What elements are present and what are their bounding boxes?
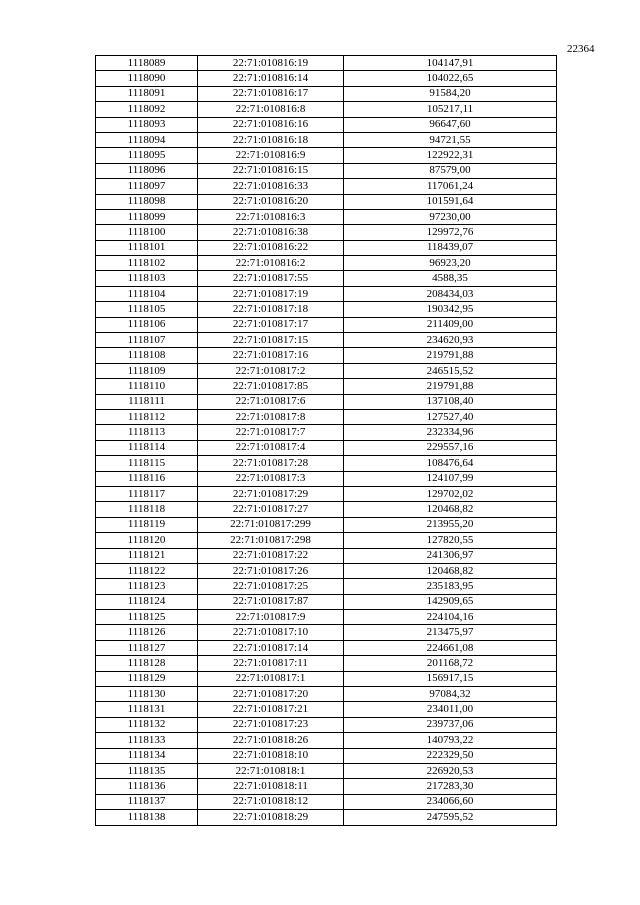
row-number-cell: 1118135 — [96, 763, 198, 778]
cadastral-number-cell: 22:71:010816:16 — [198, 117, 344, 132]
row-number-cell: 1118129 — [96, 671, 198, 686]
table-row — [96, 425, 557, 440]
value-cell: 127527,40 — [344, 409, 557, 424]
table-row — [96, 240, 557, 255]
value-cell: 140793,22 — [344, 733, 557, 748]
value-cell: 97084,32 — [344, 687, 557, 702]
table-row — [96, 163, 557, 178]
table-row — [96, 209, 557, 224]
row-number-cell: 1118107 — [96, 333, 198, 348]
row-number-cell: 1118130 — [96, 687, 198, 702]
cadastral-number-cell: 22:71:010817:299 — [198, 517, 344, 532]
row-number-cell: 1118120 — [96, 533, 198, 548]
row-number-cell: 1118103 — [96, 271, 198, 286]
value-cell: 208434,03 — [344, 286, 557, 301]
value-cell: 97230,00 — [344, 209, 557, 224]
cadastral-number-cell: 22:71:010817:10 — [198, 625, 344, 640]
table-row — [96, 548, 557, 563]
value-cell: 234620,93 — [344, 333, 557, 348]
cadastral-number-cell: 22:71:010817:2 — [198, 363, 344, 378]
row-number-cell: 1118101 — [96, 240, 198, 255]
value-cell: 211409,00 — [344, 317, 557, 332]
table-row — [96, 225, 557, 240]
value-cell: 120468,82 — [344, 563, 557, 578]
cadastral-number-cell: 22:71:010817:3 — [198, 471, 344, 486]
value-cell: 129702,02 — [344, 486, 557, 501]
table-row — [96, 148, 557, 163]
table-row — [96, 379, 557, 394]
value-cell: 224104,16 — [344, 610, 557, 625]
row-number-cell: 1118098 — [96, 194, 198, 209]
value-cell: 87579,00 — [344, 163, 557, 178]
value-cell: 217283,30 — [344, 779, 557, 794]
cadastral-number-cell: 22:71:010816:15 — [198, 163, 344, 178]
value-cell: 201168,72 — [344, 656, 557, 671]
cadastral-number-cell: 22:71:010817:18 — [198, 302, 344, 317]
table-row — [96, 687, 557, 702]
row-number-cell: 1118127 — [96, 640, 198, 655]
cadastral-number-cell: 22:71:010817:27 — [198, 502, 344, 517]
row-number-cell: 1118137 — [96, 794, 198, 809]
row-number-cell: 1118125 — [96, 610, 198, 625]
cadastral-number-cell: 22:71:010818:26 — [198, 733, 344, 748]
table-row — [96, 717, 557, 732]
table-row — [96, 333, 557, 348]
value-cell: 232334,96 — [344, 425, 557, 440]
value-cell: 235183,95 — [344, 579, 557, 594]
row-number-cell: 1118134 — [96, 748, 198, 763]
row-number-cell: 1118092 — [96, 102, 198, 117]
value-cell: 234066,60 — [344, 794, 557, 809]
table-body — [96, 56, 557, 826]
table-row — [96, 394, 557, 409]
table-row — [96, 302, 557, 317]
table-row — [96, 671, 557, 686]
row-number-cell: 1118133 — [96, 733, 198, 748]
cadastral-number-cell: 22:71:010817:55 — [198, 271, 344, 286]
cadastral-number-cell: 22:71:010816:14 — [198, 71, 344, 86]
table-row — [96, 640, 557, 655]
cadastral-number-cell: 22:71:010817:26 — [198, 563, 344, 578]
table-row — [96, 656, 557, 671]
value-cell: 96647,60 — [344, 117, 557, 132]
value-cell: 118439,07 — [344, 240, 557, 255]
row-number-cell: 1118089 — [96, 56, 198, 71]
value-cell: 101591,64 — [344, 194, 557, 209]
row-number-cell: 1118094 — [96, 132, 198, 147]
cadastral-number-cell: 22:71:010817:6 — [198, 394, 344, 409]
row-number-cell: 1118108 — [96, 348, 198, 363]
table-row — [96, 363, 557, 378]
table-row — [96, 71, 557, 86]
cadastral-number-cell: 22:71:010817:15 — [198, 333, 344, 348]
table-row — [96, 317, 557, 332]
table-row — [96, 810, 557, 825]
cadastral-number-cell: 22:71:010817:7 — [198, 425, 344, 440]
table-row — [96, 779, 557, 794]
row-number-cell: 1118126 — [96, 625, 198, 640]
cadastral-number-cell: 22:71:010816:2 — [198, 256, 344, 271]
row-number-cell: 1118128 — [96, 656, 198, 671]
page-number: 22364 — [567, 43, 595, 55]
row-number-cell: 1118112 — [96, 409, 198, 424]
table-row — [96, 702, 557, 717]
row-number-cell: 1118102 — [96, 256, 198, 271]
value-cell: 96923,20 — [344, 256, 557, 271]
cadastral-number-cell: 22:71:010817:9 — [198, 610, 344, 625]
cadastral-number-cell: 22:71:010816:33 — [198, 179, 344, 194]
row-number-cell: 1118109 — [96, 363, 198, 378]
cadastral-number-cell: 22:71:010818:10 — [198, 748, 344, 763]
cadastral-number-cell: 22:71:010816:22 — [198, 240, 344, 255]
table-row — [96, 286, 557, 301]
cadastral-number-cell: 22:71:010817:4 — [198, 440, 344, 455]
row-number-cell: 1118114 — [96, 440, 198, 455]
value-cell: 229557,16 — [344, 440, 557, 455]
row-number-cell: 1118105 — [96, 302, 198, 317]
table-row — [96, 440, 557, 455]
cadastral-number-cell: 22:71:010817:23 — [198, 717, 344, 732]
value-cell: 234011,00 — [344, 702, 557, 717]
cadastral-number-cell: 22:71:010816:17 — [198, 86, 344, 101]
row-number-cell: 1118093 — [96, 117, 198, 132]
table-row — [96, 502, 557, 517]
table-row — [96, 194, 557, 209]
value-cell: 108476,64 — [344, 456, 557, 471]
row-number-cell: 1118131 — [96, 702, 198, 717]
table-row — [96, 563, 557, 578]
table-row — [96, 486, 557, 501]
row-number-cell: 1118091 — [96, 86, 198, 101]
value-cell: 104147,91 — [344, 56, 557, 71]
value-cell: 241306,97 — [344, 548, 557, 563]
value-cell: 247595,52 — [344, 810, 557, 825]
value-cell: 246515,52 — [344, 363, 557, 378]
value-cell: 219791,88 — [344, 379, 557, 394]
row-number-cell: 1118132 — [96, 717, 198, 732]
row-number-cell: 1118121 — [96, 548, 198, 563]
cadastral-number-cell: 22:71:010817:28 — [198, 456, 344, 471]
cadastral-number-cell: 22:71:010817:8 — [198, 409, 344, 424]
row-number-cell: 1118117 — [96, 486, 198, 501]
value-cell: 120468,82 — [344, 502, 557, 517]
data-table — [95, 55, 557, 826]
cadastral-number-cell: 22:71:010817:14 — [198, 640, 344, 655]
cadastral-number-cell: 22:71:010816:19 — [198, 56, 344, 71]
row-number-cell: 1118116 — [96, 471, 198, 486]
cadastral-number-cell: 22:71:010817:11 — [198, 656, 344, 671]
cadastral-number-cell: 22:71:010817:29 — [198, 486, 344, 501]
cadastral-number-cell: 22:71:010817:17 — [198, 317, 344, 332]
row-number-cell: 1118123 — [96, 579, 198, 594]
value-cell: 124107,99 — [344, 471, 557, 486]
cadastral-number-cell: 22:71:010816:18 — [198, 132, 344, 147]
value-cell: 104022,65 — [344, 71, 557, 86]
row-number-cell: 1118138 — [96, 810, 198, 825]
row-number-cell: 1118111 — [96, 394, 198, 409]
table-row — [96, 625, 557, 640]
value-cell: 219791,88 — [344, 348, 557, 363]
row-number-cell: 1118099 — [96, 209, 198, 224]
table-row — [96, 86, 557, 101]
value-cell: 226920,53 — [344, 763, 557, 778]
cadastral-number-cell: 22:71:010817:21 — [198, 702, 344, 717]
cadastral-number-cell: 22:71:010817:19 — [198, 286, 344, 301]
value-cell: 239737,06 — [344, 717, 557, 732]
table-row — [96, 610, 557, 625]
table-row — [96, 533, 557, 548]
row-number-cell: 1118104 — [96, 286, 198, 301]
row-number-cell: 1118124 — [96, 594, 198, 609]
cadastral-number-cell: 22:71:010818:11 — [198, 779, 344, 794]
table-row — [96, 579, 557, 594]
row-number-cell: 1118110 — [96, 379, 198, 394]
row-number-cell: 1118115 — [96, 456, 198, 471]
table-row — [96, 517, 557, 532]
row-number-cell: 1118136 — [96, 779, 198, 794]
table-row — [96, 132, 557, 147]
row-number-cell: 1118122 — [96, 563, 198, 578]
table-row — [96, 471, 557, 486]
value-cell: 222329,50 — [344, 748, 557, 763]
table-row — [96, 733, 557, 748]
value-cell: 213955,20 — [344, 517, 557, 532]
cadastral-number-cell: 22:71:010816:38 — [198, 225, 344, 240]
cadastral-number-cell: 22:71:010818:1 — [198, 763, 344, 778]
value-cell: 91584,20 — [344, 86, 557, 101]
value-cell: 129972,76 — [344, 225, 557, 240]
table-row — [96, 594, 557, 609]
cadastral-number-cell: 22:71:010816:20 — [198, 194, 344, 209]
row-number-cell: 1118096 — [96, 163, 198, 178]
table-row — [96, 794, 557, 809]
table-row — [96, 763, 557, 778]
cadastral-number-cell: 22:71:010817:20 — [198, 687, 344, 702]
cadastral-number-cell: 22:71:010817:25 — [198, 579, 344, 594]
cadastral-number-cell: 22:71:010818:29 — [198, 810, 344, 825]
row-number-cell: 1118095 — [96, 148, 198, 163]
value-cell: 127820,55 — [344, 533, 557, 548]
row-number-cell: 1118100 — [96, 225, 198, 240]
cadastral-number-cell: 22:71:010817:16 — [198, 348, 344, 363]
cadastral-number-cell: 22:71:010817:85 — [198, 379, 344, 394]
value-cell: 142909,65 — [344, 594, 557, 609]
cadastral-number-cell: 22:71:010816:3 — [198, 209, 344, 224]
cadastral-number-cell: 22:71:010816:8 — [198, 102, 344, 117]
table-row — [96, 271, 557, 286]
table-row — [96, 56, 557, 71]
row-number-cell: 1118118 — [96, 502, 198, 517]
row-number-cell: 1118113 — [96, 425, 198, 440]
value-cell: 156917,15 — [344, 671, 557, 686]
cadastral-number-cell: 22:71:010817:1 — [198, 671, 344, 686]
value-cell: 105217,11 — [344, 102, 557, 117]
value-cell: 94721,55 — [344, 132, 557, 147]
table-row — [96, 748, 557, 763]
row-number-cell: 1118090 — [96, 71, 198, 86]
value-cell: 4588,35 — [344, 271, 557, 286]
table-row — [96, 409, 557, 424]
table-row — [96, 456, 557, 471]
value-cell: 137108,40 — [344, 394, 557, 409]
value-cell: 213475,97 — [344, 625, 557, 640]
table-row — [96, 179, 557, 194]
cadastral-number-cell: 22:71:010817:87 — [198, 594, 344, 609]
row-number-cell: 1118119 — [96, 517, 198, 532]
cadastral-number-cell: 22:71:010818:12 — [198, 794, 344, 809]
cadastral-number-cell: 22:71:010816:9 — [198, 148, 344, 163]
cadastral-number-cell: 22:71:010817:298 — [198, 533, 344, 548]
table-row — [96, 102, 557, 117]
value-cell: 122922,31 — [344, 148, 557, 163]
table-row — [96, 256, 557, 271]
table-row — [96, 117, 557, 132]
row-number-cell: 1118097 — [96, 179, 198, 194]
row-number-cell: 1118106 — [96, 317, 198, 332]
table-row — [96, 348, 557, 363]
value-cell: 190342,95 — [344, 302, 557, 317]
cadastral-number-cell: 22:71:010817:22 — [198, 548, 344, 563]
value-cell: 224661,08 — [344, 640, 557, 655]
value-cell: 117061,24 — [344, 179, 557, 194]
